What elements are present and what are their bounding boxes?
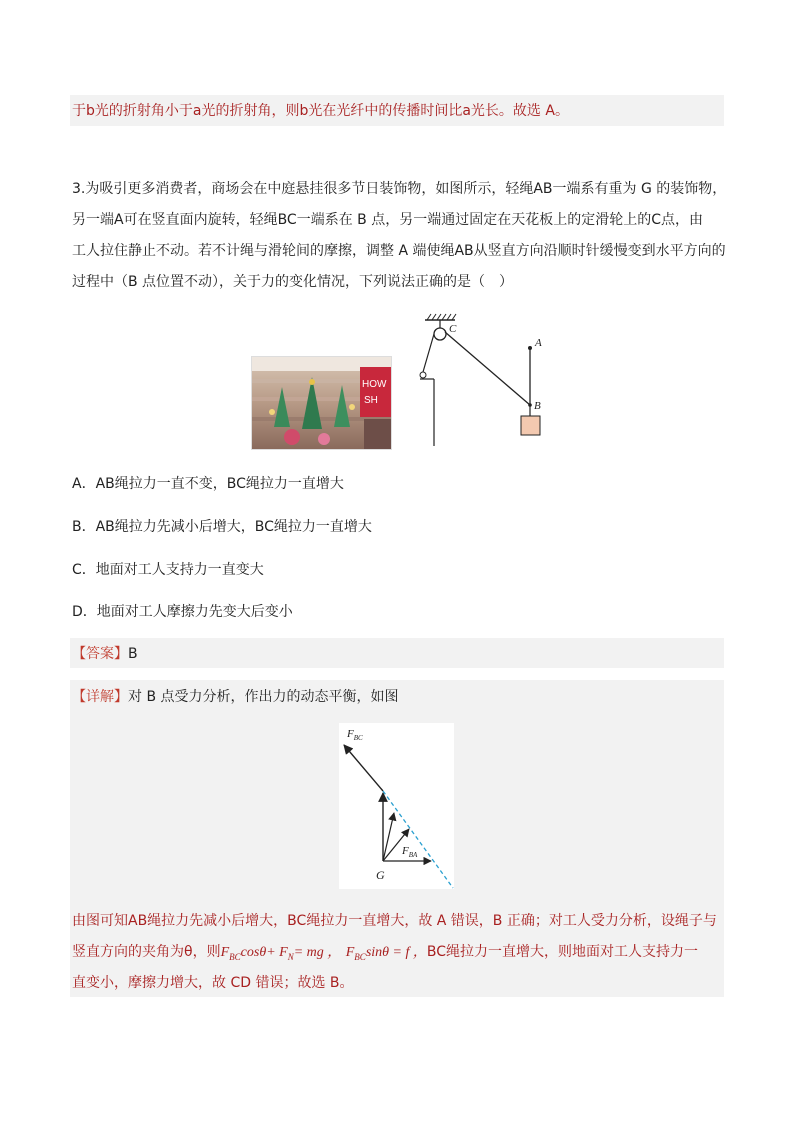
top-band-text: 于b光的折射角小于a光的折射角，则b光在光纤中的传播时间比a光长。故选 A。 <box>72 103 569 119</box>
answer-value: B <box>128 646 138 662</box>
option-c[interactable]: C．地面对工人支持力一直变大 <box>72 562 264 578</box>
mall-photo-illustration <box>252 357 391 449</box>
option-d[interactable]: D．地面对工人摩擦力先变大后变小 <box>72 604 293 620</box>
mall-photo <box>251 356 392 450</box>
question-line-1: 3.为吸引更多消费者，商场会在中庭悬挂很多节日装饰物，如图所示，轻绳AB一端系有重为 G 的装饰物， <box>72 181 727 197</box>
force-diagram <box>339 723 454 889</box>
explanation-line-2 <box>72 941 698 968</box>
worker-hand <box>420 372 426 378</box>
rope-bc <box>445 332 530 405</box>
rope-to-worker <box>423 334 434 372</box>
label-f-ba: $F_{BA}$ <box>402 845 418 859</box>
explanation-line-2-a: 竖直方向的夹角为θ，则 <box>72 944 221 960</box>
label-a: A <box>535 337 542 349</box>
question-line-2: 另一端A可在竖直面内旋转，轻绳BC一端系在 B 点，另一端通过固定在天花板上的定滑轮上的C点，由 <box>72 212 703 228</box>
equation-2: $F_{BC}\sin\theta = f$ ， <box>345 945 427 962</box>
photo-sign-text-1: HOW <box>362 379 387 390</box>
dashed-direction-line <box>383 791 453 888</box>
answer-line <box>72 643 138 665</box>
detail-text: 对 B 点受力分析，作出力的动态平衡，如图 <box>128 689 399 705</box>
photo-sign-text-2: SH <box>364 395 378 406</box>
detail-line <box>72 686 399 708</box>
pulley-wheel <box>434 328 446 340</box>
option-a[interactable]: A．AB绳拉力一直不变，BC绳拉力一直增大 <box>72 476 344 492</box>
point-a <box>528 346 532 350</box>
arrow-f-bc <box>344 745 383 791</box>
option-b[interactable]: B．AB绳拉力先减小后增大，BC绳拉力一直增大 <box>72 519 372 535</box>
explanation-line-3: 直变小，摩擦力增大，故 CD 错误；故选 B。 <box>72 975 354 991</box>
answer-band <box>70 638 724 668</box>
label-c: C <box>449 323 457 335</box>
label-g: G <box>376 868 385 882</box>
label-f-bc: $F_{BC}$ <box>347 728 363 742</box>
ornament-box <box>521 416 540 435</box>
detail-tag: 【详解】 <box>72 689 128 705</box>
explanation-line-2-b: BC绳拉力一直增大，则地面对工人支持力一 <box>426 944 699 960</box>
equation-1: $F_{BC}\cos\theta+ F_N=$ mg ， <box>220 945 342 962</box>
label-b: B <box>534 400 541 412</box>
pulley-diagram <box>400 310 560 450</box>
question-line-3: 工人拉住静止不动。若不计绳与滑轮间的摩擦，调整 A 端使绳AB从竖直方向沿顺时针缓慢变到水平方向的 <box>72 243 726 259</box>
question-line-4: 过程中（B 点位置不动），关于力的变化情况，下列说法正确的是（ ） <box>72 274 514 290</box>
force-diagram-panel <box>339 723 454 889</box>
explanation-line-1: 由图可知AB绳拉力先减小后增大，BC绳拉力一直增大，故 A 错误，B 正确；对工人受力分析，设绳子与 <box>72 913 717 929</box>
ceiling-hatch <box>427 314 456 320</box>
answer-tag: 【答案】 <box>72 646 128 662</box>
